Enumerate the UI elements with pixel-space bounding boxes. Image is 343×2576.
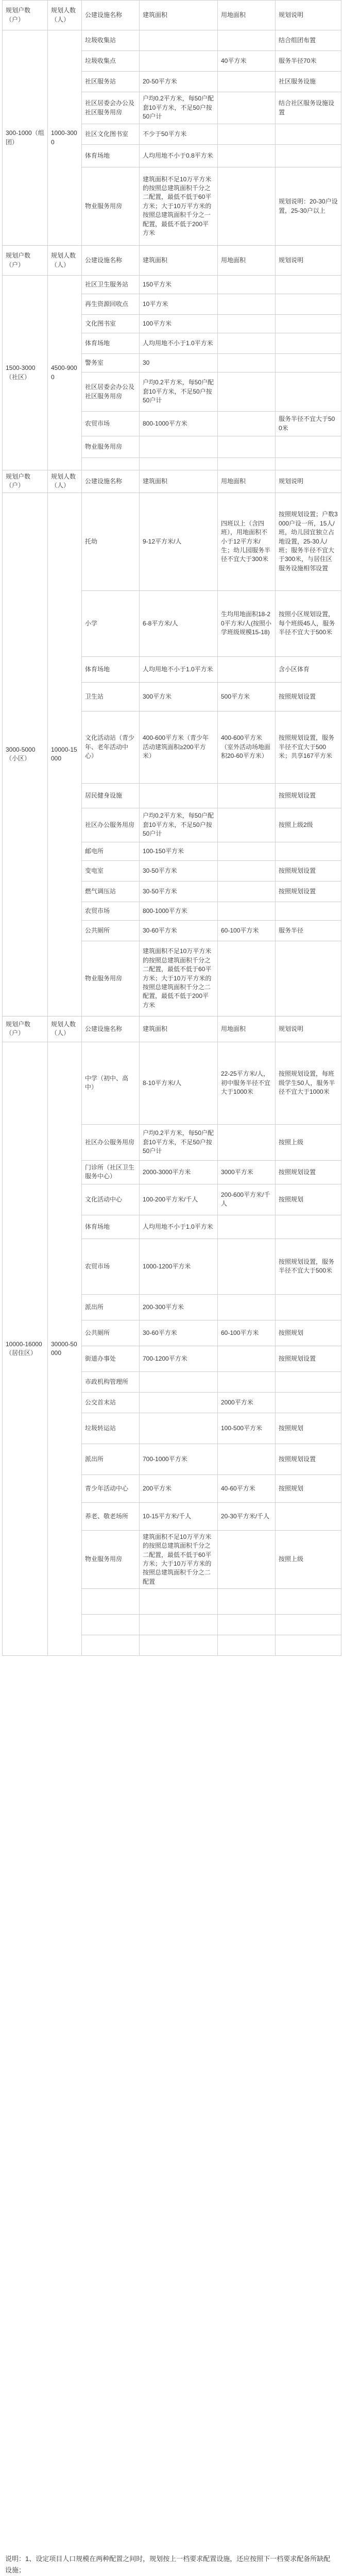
table-cell: 户均0.2平方米，每50户配套10平方米，不足50户按50户计: [140, 1124, 218, 1160]
table-cell: 街道办事处: [82, 1346, 140, 1371]
table-cell: 公共厕所: [82, 1320, 140, 1346]
table-cell: 户均0.2平方米，每50户配套10平方米，不足50户按50户计: [140, 808, 218, 842]
table-cell: 30-60平方米: [140, 920, 218, 941]
table-cell: 700-1000平方米: [140, 1444, 218, 1475]
table-cell: 按照规划: [276, 1413, 341, 1444]
table-cell: 体育场地: [82, 333, 140, 354]
table-cell: 建筑面积: [140, 470, 218, 493]
table-cell: 按照规划设置: [276, 881, 341, 902]
table-cell: [276, 1294, 341, 1320]
table-cell: [276, 458, 341, 470]
table-cell: 用地面积: [218, 1016, 276, 1042]
table-cell: 200平方米: [140, 1475, 218, 1502]
table-cell: [218, 1635, 276, 1656]
table-cell: [218, 1589, 276, 1615]
table-cell: 规划人数（人）: [48, 470, 82, 493]
table-cell: 卫生站: [82, 682, 140, 711]
table-cell: [218, 72, 276, 92]
table-cell: 200-300平方米: [140, 1294, 218, 1320]
table-row: [3, 1016, 341, 1042]
table-cell: [276, 333, 341, 354]
table-cell: [218, 808, 276, 842]
table-cell: 150平方米: [140, 276, 218, 294]
table-cell: 按照规划: [276, 1184, 341, 1215]
table-cell: 4500-9000: [48, 276, 82, 470]
table-cell: 人均用地不小于1.0平方米: [140, 333, 218, 354]
table-cell: 按照规划设置，服务半径不宜大于500米；共享167平方米: [276, 711, 341, 783]
table-cell: [276, 145, 341, 167]
table-cell: 按照规划设置: [276, 1444, 341, 1475]
table-cell: 邮电所: [82, 842, 140, 860]
table-cell: 垃圾收集点: [82, 51, 140, 72]
table-cell: 200-600平方米/千人: [218, 1184, 276, 1215]
table-cell: 派出所: [82, 1444, 140, 1475]
table-cell: 2000平方米: [218, 1392, 276, 1413]
table-cell: [276, 372, 341, 412]
table-cell: [218, 92, 276, 124]
table-cell: 结合社区服务设施设置: [276, 92, 341, 124]
table-cell: [276, 902, 341, 920]
table-cell: 6-8平方米/人: [140, 590, 218, 656]
table-cell: 派出所: [82, 1294, 140, 1320]
table-cell: [276, 124, 341, 145]
table-cell: 2000-3000平方米: [140, 1160, 218, 1184]
table-cell: 用地面积: [218, 246, 276, 276]
table-cell: 垃圾转运站: [82, 1413, 140, 1444]
table-cell: 中学（初中、高中）: [82, 1042, 140, 1124]
table-cell: 警务室: [82, 354, 140, 372]
table-cell: 100-150平方米: [140, 842, 218, 860]
table-row: [3, 30, 341, 51]
table-cell: [218, 333, 276, 354]
table-cell: [140, 1413, 218, 1444]
table-cell: 规划人数（人）: [48, 1016, 82, 1042]
table-cell: [140, 1615, 218, 1635]
table-cell: 60-100平方米: [218, 1320, 276, 1346]
table-cell: 1000-1200平方米: [140, 1239, 218, 1294]
table-cell: [218, 941, 276, 1016]
table-cell: 人均用地不小于1.0平方米: [140, 1215, 218, 1239]
table-cell: 社区居委会办公及社区服务用房: [82, 92, 140, 124]
table-cell: [218, 1294, 276, 1320]
table-cell: 60-100平方米: [218, 920, 276, 941]
table-cell: [218, 1615, 276, 1635]
table-cell: 按照规划设置，服务半径不宜大于500米: [276, 1239, 341, 1294]
table-notes: [5, 2553, 335, 2576]
table-cell: 400-600平方米（室外活动场地面积20-60平方米）: [218, 711, 276, 783]
table-row: [3, 246, 341, 276]
table-cell: [218, 1239, 276, 1294]
table-cell: 规划户数（户）: [3, 1, 48, 30]
table-cell: 青少年活动中心: [82, 1475, 140, 1502]
table-cell: 市政机构管理所: [82, 1371, 140, 1392]
table-cell: 9-12平方米/人: [140, 493, 218, 590]
table-cell: [218, 842, 276, 860]
table-cell: 农贸市场: [82, 902, 140, 920]
table-cell: 垃圾收集站: [82, 30, 140, 51]
table-cell: 规划户数（户）: [3, 246, 48, 276]
table-cell: [276, 1215, 341, 1239]
table-cell: 1500-3000（社区）: [3, 276, 48, 470]
table-cell: 服务半径70米: [276, 51, 341, 72]
table-cell: 含小区体育: [276, 656, 341, 682]
table-cell: 规划户数（户）: [3, 470, 48, 493]
table-cell: 规划说明: [276, 246, 341, 276]
table-cell: [218, 30, 276, 51]
table-cell: [218, 860, 276, 881]
table-cell: [218, 145, 276, 167]
table-cell: 建筑面积不足10万平方米的按照总建筑面积千分之二配置，最低不低于60平方米；大于10万平方米的按照总建筑面积千分之二配置: [140, 1530, 218, 1588]
table-cell: 社区服务站: [82, 72, 140, 92]
table-cell: 30-50平方米: [140, 881, 218, 902]
table-cell: [140, 1392, 218, 1413]
table-cell: 生均用地面积18-20平方米/人(按照小学班级规模15-18): [218, 590, 276, 656]
table-cell: [218, 1215, 276, 1239]
table-cell: 40-60平方米: [218, 1475, 276, 1502]
table-cell: 300平方米: [140, 682, 218, 711]
table-cell: [218, 124, 276, 145]
table-cell: [218, 354, 276, 372]
table-cell: 文化图书室: [82, 315, 140, 333]
table-cell: [276, 941, 341, 1016]
table-cell: 体育场地: [82, 145, 140, 167]
table-cell: 小学: [82, 590, 140, 656]
table-row: [3, 276, 341, 294]
table-cell: [276, 842, 341, 860]
table-cell: [218, 458, 276, 470]
table-cell: 服务半径不宜大于500米: [276, 412, 341, 436]
table-cell: 100-200平方米/千人: [140, 1184, 218, 1215]
table-cell: 户均0.2平方米，每50户配套10平方米，不足50户按50户计: [140, 92, 218, 124]
table-cell: [218, 294, 276, 315]
table-cell: 四班以上（含四班），用地面积不小于12平方米/生；幼儿园服务半径不宜大于300米: [218, 493, 276, 590]
table-cell: [276, 1635, 341, 1656]
table-cell: 公建设施名称: [82, 470, 140, 493]
table-cell: 500平方米: [218, 682, 276, 711]
table-cell: 规划说明: [276, 1016, 341, 1042]
table-cell: [276, 354, 341, 372]
table-cell: [82, 1615, 140, 1635]
table-cell: 100-500平方米: [218, 1413, 276, 1444]
table-cell: 按照规划设置: [276, 860, 341, 881]
table-cell: 户均0.2平方米，每50户配套10平方米，不足50户按50户计: [140, 372, 218, 412]
table-cell: 按照规划设置: [276, 1346, 341, 1371]
table-cell: 800-1000平方米: [140, 412, 218, 436]
table-cell: 22-25平方米/人，初中服务半径不宜大于1000米: [218, 1042, 276, 1124]
table-cell: 文化活动站（青少年、老年活动中心）: [82, 711, 140, 783]
table-cell: 按照规划: [276, 1320, 341, 1346]
table-cell: [276, 1615, 341, 1635]
table-cell: 按照规划: [276, 1475, 341, 1502]
table-cell: 人均用地不小于0.8平方米: [140, 145, 218, 167]
table-cell: 公建设施名称: [82, 1016, 140, 1042]
table-cell: [218, 372, 276, 412]
table-row: [3, 493, 341, 590]
table-cell: 规划人数（人）: [48, 1, 82, 30]
table-cell: 按照上级: [276, 1530, 341, 1588]
table-cell: 按照规划设置: [276, 783, 341, 808]
table-cell: [276, 1392, 341, 1413]
table-cell: 建筑面积: [140, 1, 218, 30]
table-cell: 3000平方米: [218, 1160, 276, 1184]
table-cell: 30-50平方米: [140, 860, 218, 881]
table-cell: 社区居委会办公及社区服务用房: [82, 372, 140, 412]
table-cell: [140, 458, 218, 470]
table-cell: 按照规划设置；户数3000户设一所，15人/班，幼儿园宜独立占地设置，25-30人/班；服务半径不宜大于300米，与居住区服务设施相邻设置: [276, 493, 341, 590]
table-cell: 服务半径: [276, 920, 341, 941]
table-cell: 物业服务用房: [82, 1530, 140, 1588]
table-cell: 变电室: [82, 860, 140, 881]
table-cell: 100平方米: [140, 315, 218, 333]
table-cell: [82, 1635, 140, 1656]
table-cell: [218, 1124, 276, 1160]
table-cell: 建筑面积: [140, 1016, 218, 1042]
table-cell: 30-60平方米: [140, 1320, 218, 1346]
table-cell: [218, 881, 276, 902]
table-cell: 公建设施名称: [82, 246, 140, 276]
table-cell: 物业服务用房: [82, 941, 140, 1016]
table-cell: [218, 412, 276, 436]
table-cell: 规划说明: [276, 470, 341, 493]
table-cell: 800-1000平方米: [140, 902, 218, 920]
table-cell: [140, 1589, 218, 1615]
table-cell: 社区办公服务用房: [82, 1124, 140, 1160]
table-cell: [218, 1346, 276, 1371]
table-cell: [140, 1371, 218, 1392]
table-row: [3, 470, 341, 493]
note-line: 说明：1、设定项目人口规模在两种配置之间时，规划按上一档要求配置设施，还应按照下一档要求配备所缺配设施；: [5, 2555, 331, 2574]
table-cell: 规划人数（人）: [48, 246, 82, 276]
table-cell: 公建设施名称: [82, 1, 140, 30]
table-cell: [140, 436, 218, 458]
table-cell: 规划说明：20-30户设置，25-30户以上: [276, 167, 341, 246]
table-cell: [218, 783, 276, 808]
table-cell: [276, 276, 341, 294]
table-cell: [140, 30, 218, 51]
table-cell: 300-1000（组团）: [3, 30, 48, 246]
table-cell: [276, 294, 341, 315]
table-cell: 建筑面积不足10万平方米的按照总建筑面积千分之二配置，最低不低于60平方米；大于10万平方米的按照总建筑面积千分之二配置，最低不低于200平方米: [140, 941, 218, 1016]
table-cell: [140, 51, 218, 72]
table-cell: [218, 902, 276, 920]
table-cell: 农贸市场: [82, 412, 140, 436]
table-cell: [218, 1444, 276, 1475]
table-cell: 体育场地: [82, 656, 140, 682]
table-cell: 用地面积: [218, 470, 276, 493]
table-cell: 公交首末站: [82, 1392, 140, 1413]
table-cell: 按照上级2级: [276, 808, 341, 842]
table-cell: 按照规划设置，每班级学生50人，服务半径不宜大于1000米: [276, 1042, 341, 1124]
table-cell: [218, 276, 276, 294]
table-cell: 居民健身设施: [82, 783, 140, 808]
table-cell: 20-50平方米: [140, 72, 218, 92]
table-cell: 门诊所（社区卫生服务中心）: [82, 1160, 140, 1184]
table-cell: 30: [140, 354, 218, 372]
table-cell: 规划户数（户）: [3, 1016, 48, 1042]
table-cell: 农贸市场: [82, 1239, 140, 1294]
planning-table-container: [2, 0, 341, 1656]
table-cell: 体育场地: [82, 1215, 140, 1239]
table-cell: 建筑面积: [140, 246, 218, 276]
table-cell: 托幼: [82, 493, 140, 590]
table-cell: 10平方米: [140, 294, 218, 315]
table-cell: 社区卫生服务站: [82, 276, 140, 294]
table-cell: 建筑面积不足10万平方米的按照总建筑面积千分之二配置，最低不低于60平方米；大于10万平方米的按照总建筑面积千分之一配置，最低不低于200平方米: [140, 167, 218, 246]
table-cell: [276, 436, 341, 458]
table-cell: 社区办公服务用房: [82, 808, 140, 842]
table-cell: 社区文化图书室: [82, 124, 140, 145]
table-cell: 按照规划设置: [276, 1160, 341, 1184]
table-cell: 不少于50平方米: [140, 124, 218, 145]
table-cell: [218, 1371, 276, 1392]
table-cell: [276, 1371, 341, 1392]
table-cell: 物业服务用房: [82, 167, 140, 246]
table-cell: 按照小区规划设置，每个班级45人，服务半径不宜大于500米: [276, 590, 341, 656]
table-cell: 10000-16000（居住区）: [3, 1042, 48, 1655]
table-cell: [218, 315, 276, 333]
table-cell: [276, 1502, 341, 1530]
table-cell: 3000-5000（小区）: [3, 493, 48, 1016]
table-cell: 结合组团布置: [276, 30, 341, 51]
table-cell: 规划说明: [276, 1, 341, 30]
table-cell: 物业服务用房: [82, 436, 140, 458]
table-cell: 20-30平方米/千人: [218, 1502, 276, 1530]
table-cell: 400-600平方米（青少年活动建筑面积≥200平方米）: [140, 711, 218, 783]
table-cell: 文化活动中心: [82, 1184, 140, 1215]
table-cell: 再生资源回收点: [82, 294, 140, 315]
table-cell: [218, 436, 276, 458]
table-cell: [276, 315, 341, 333]
table-cell: [276, 1589, 341, 1615]
table-row: [3, 1042, 341, 1124]
table-cell: [140, 783, 218, 808]
table-row: [3, 1, 341, 30]
table-cell: 10-15平方米/千人: [140, 1502, 218, 1530]
table-cell: 30000-50000: [48, 1042, 82, 1655]
table-cell: 10000-15000: [48, 493, 82, 1016]
table-cell: [218, 1530, 276, 1588]
table-cell: 8-10平方米/人: [140, 1042, 218, 1124]
table-cell: 人均用地不小于1.0平方米: [140, 656, 218, 682]
public-facility-standard-table: [2, 0, 341, 1656]
table-cell: [218, 656, 276, 682]
table-cell: 按照规划设置: [276, 682, 341, 711]
table-cell: 1000-3000: [48, 30, 82, 246]
table-cell: 养老、敬老场所: [82, 1502, 140, 1530]
table-cell: [218, 167, 276, 246]
table-cell: 按照上级: [276, 1124, 341, 1160]
table-cell: 公共厕所: [82, 920, 140, 941]
table-cell: [82, 1589, 140, 1615]
table-cell: [140, 1635, 218, 1656]
table-cell: 700-1200平方米: [140, 1346, 218, 1371]
table-cell: 社区服务设施: [276, 72, 341, 92]
table-cell: 40平方米: [218, 51, 276, 72]
table-cell: 燃气调压站: [82, 881, 140, 902]
table-cell: 用地面积: [218, 1, 276, 30]
table-cell: [82, 458, 140, 470]
